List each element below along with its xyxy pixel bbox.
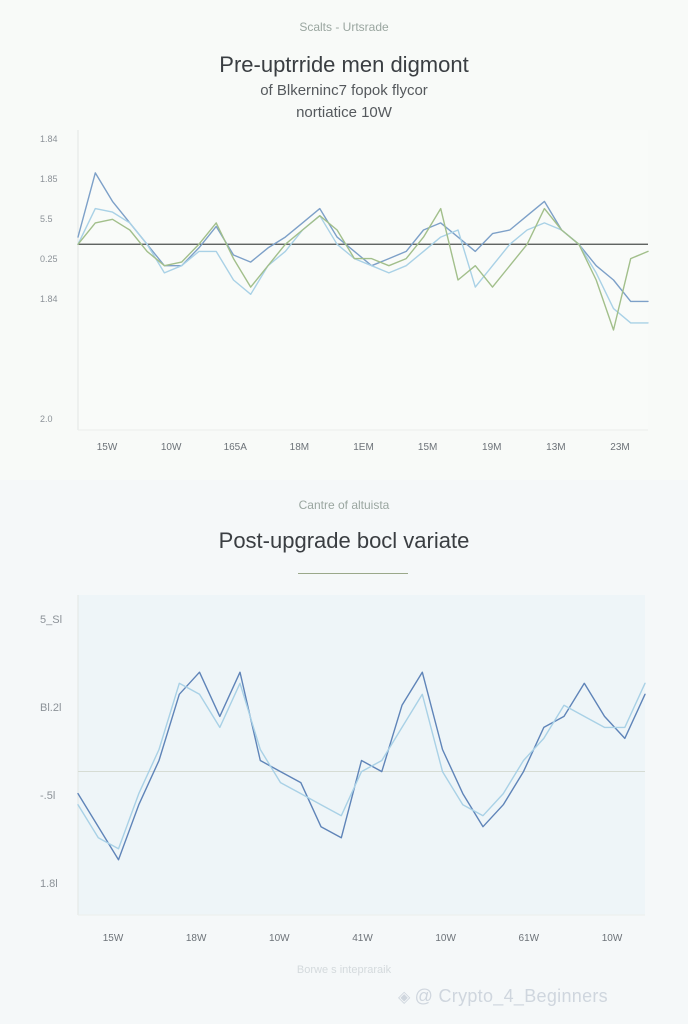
chart1-x-tick-label: 23M xyxy=(610,442,630,453)
chart1-x-tick-label: 165A xyxy=(223,442,247,453)
chart2-y-tick-label: -.5l xyxy=(40,790,56,802)
chart1-kicker: Scalts - Urtsrade xyxy=(299,20,389,34)
binance-diamond-icon: ◈ xyxy=(398,989,411,1006)
chart1-x-tick-label: 13M xyxy=(546,442,566,453)
chart1-x-tick-label: 10W xyxy=(160,442,182,453)
chart2-kicker: Cantre of altuista xyxy=(298,498,390,512)
chart2-x-tick-label: 41W xyxy=(352,933,373,944)
chart2-y-tick-label: Bl.2l xyxy=(40,702,62,714)
chart2-x-tick-label: 61W xyxy=(518,933,540,944)
chart1-subtitle-line2: nortiatice 10W xyxy=(296,104,392,121)
chart-panel-2 xyxy=(0,480,688,1024)
chart2-plot xyxy=(0,480,688,1024)
chart1-y-tick-label: 1.84 xyxy=(40,134,58,144)
footer-faint-text: Borwe s intepraraik xyxy=(296,964,392,976)
chart1-y-tick-label: 0.25 xyxy=(40,254,58,264)
chart1-x-tick-label: 1EM xyxy=(353,442,374,453)
chart2-x-tick-label: 15W xyxy=(102,933,124,944)
chart1-x-tick-label: 19M xyxy=(482,442,502,453)
chart1-subtitle-line1: of Blkerninc7 fopok flycor xyxy=(260,82,428,99)
chart2-x-tick-label: 18W xyxy=(185,933,207,944)
chart1-x-tick-label: 18M xyxy=(289,442,310,453)
chart1-title: Pre-uptrride men digmont xyxy=(219,52,469,77)
chart1-x-tick-label: 15M xyxy=(417,442,438,453)
watermark xyxy=(398,986,608,1007)
chart2-y-tick-label: 1.8l xyxy=(40,878,58,890)
chart2-plot-area xyxy=(78,595,645,915)
chart1-y-tick-label: 1.84 xyxy=(40,294,58,304)
chart2-x-tick-label: 10W xyxy=(435,933,456,944)
chart1-y-tick-label: 2.0 xyxy=(40,414,53,424)
chart1-plot xyxy=(0,0,688,480)
chart2-y-tick-label: 5_Sl xyxy=(40,614,63,626)
chart1-plot-area xyxy=(78,130,648,430)
chart-panel-1 xyxy=(0,0,688,480)
chart2-x-tick-label: 10W xyxy=(601,933,623,944)
chart1-x-tick-label: 15W xyxy=(96,442,118,453)
chart1-y-tick-label: 1.85 xyxy=(40,174,58,184)
chart1-y-tick-label: 5.5 xyxy=(40,214,53,224)
watermark-text: @ Crypto_4_Beginners xyxy=(414,986,608,1006)
chart2-title: Post-upgrade bocl variate xyxy=(218,528,470,553)
chart2-x-tick-label: 10W xyxy=(269,933,290,944)
